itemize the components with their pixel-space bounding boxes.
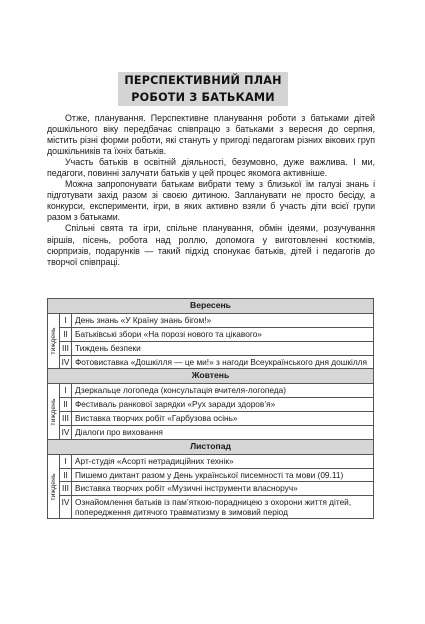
title-block: [118, 72, 288, 106]
paragraph: Спільні свята та ігри, спільне планування, обмін ідеями, розучування віршів, пісень, робота над роллю, допомога у виготовленні костюмів, сюрпризів, подарунків — такий підхід спонукає батьків, дітей і педагогів до творчої співпраці.: [47, 223, 375, 267]
event-text: Фестиваль ранкової зарядки «Рух заради здоров’я»: [72, 398, 374, 412]
paragraph: Можна запропонувати батькам вибрати тему з близької їм галузі знань і підготувати захід разом зі своєю дитиною. Запланувати не просто бесіду, а конкурси, експерименти, ігри, в яких активно взяли б участь діти всієї групи разом з батьками.: [47, 179, 375, 223]
paragraph: Участь батьків в освітній діяльності, безумовно, дуже важлива. І ми, педагоги, повинні залучати батьків у цей процес якомога активніше.: [47, 157, 375, 179]
table-row: [48, 426, 374, 440]
table-row: [48, 412, 374, 426]
event-text: Дзеркальце логопеда (консультація вчителя-логопеда): [72, 384, 374, 398]
table-row: [48, 398, 374, 412]
week-number: IV: [60, 426, 72, 440]
week-number: III: [60, 412, 72, 426]
plan-table: [47, 298, 374, 519]
week-number: III: [60, 482, 72, 496]
month-header: Жовтень: [48, 369, 374, 384]
month-header-row: [48, 299, 374, 314]
table-row: [48, 455, 374, 469]
title-line-2: РОБОТИ З БАТЬКАМИ: [131, 91, 275, 104]
event-text: Виставка творчих робіт «Музичні інструменти власноруч»: [72, 482, 374, 496]
title-line-1: ПЕРСПЕКТИВНИЙ ПЛАН: [124, 74, 282, 87]
paragraph: Отже, планування. Перспективне планування роботи з батьками дітей дошкільного віку передбачає співпрацю з батьками з вересня до серпня, містить різні форми роботи, які стануть у пригоді педагогам різних вікових груп дошкільників та їхніх батьків.: [47, 113, 375, 157]
event-text: Діалоги про виховання: [72, 426, 374, 440]
week-number: I: [60, 455, 72, 469]
event-text: Тиждень безпеки: [72, 342, 374, 356]
week-side-label: тиждень: [48, 314, 60, 369]
event-text: Арт-студія «Асорті нетрадиційних технік»: [72, 455, 374, 469]
event-text: Пишемо диктант разом у День української писемності та мови (09.11): [72, 469, 374, 482]
table-row: [48, 328, 374, 342]
week-number: IV: [60, 356, 72, 369]
week-number: IV: [60, 496, 72, 519]
table-row: [48, 342, 374, 356]
week-number: II: [60, 398, 72, 412]
week-number: I: [60, 314, 72, 328]
month-header: Листопад: [48, 440, 374, 455]
event-text: Батьківські збори «На порозі нового та цікавого»: [72, 328, 374, 342]
event-text: День знань «У Країну знань бігом!»: [72, 314, 374, 328]
month-header-row: [48, 440, 374, 455]
table-row: [48, 496, 374, 519]
week-side-label: тиждень: [48, 384, 60, 440]
table-row: [48, 384, 374, 398]
event-text: Фотовиставка «Дошкілля — це ми!» з нагоди Всеукраїнського дня дошкілля: [72, 356, 374, 369]
table-row: [48, 314, 374, 328]
week-number: III: [60, 342, 72, 356]
table-row: [48, 356, 374, 369]
intro-text: [47, 113, 375, 268]
month-header-row: [48, 369, 374, 384]
month-header: Вересень: [48, 299, 374, 314]
week-number: I: [60, 384, 72, 398]
week-side-label: тиждень: [48, 455, 60, 519]
week-number: II: [60, 328, 72, 342]
week-number: II: [60, 469, 72, 482]
table-row: [48, 482, 374, 496]
event-text: Ознайомлення батьків із пам’яткою-порадницею з охорони життя дітей, попередження дитячого травматизму в зимовий період: [72, 496, 374, 519]
event-text: Виставка творчих робіт «Гарбузова осінь»: [72, 412, 374, 426]
table-row: [48, 469, 374, 482]
